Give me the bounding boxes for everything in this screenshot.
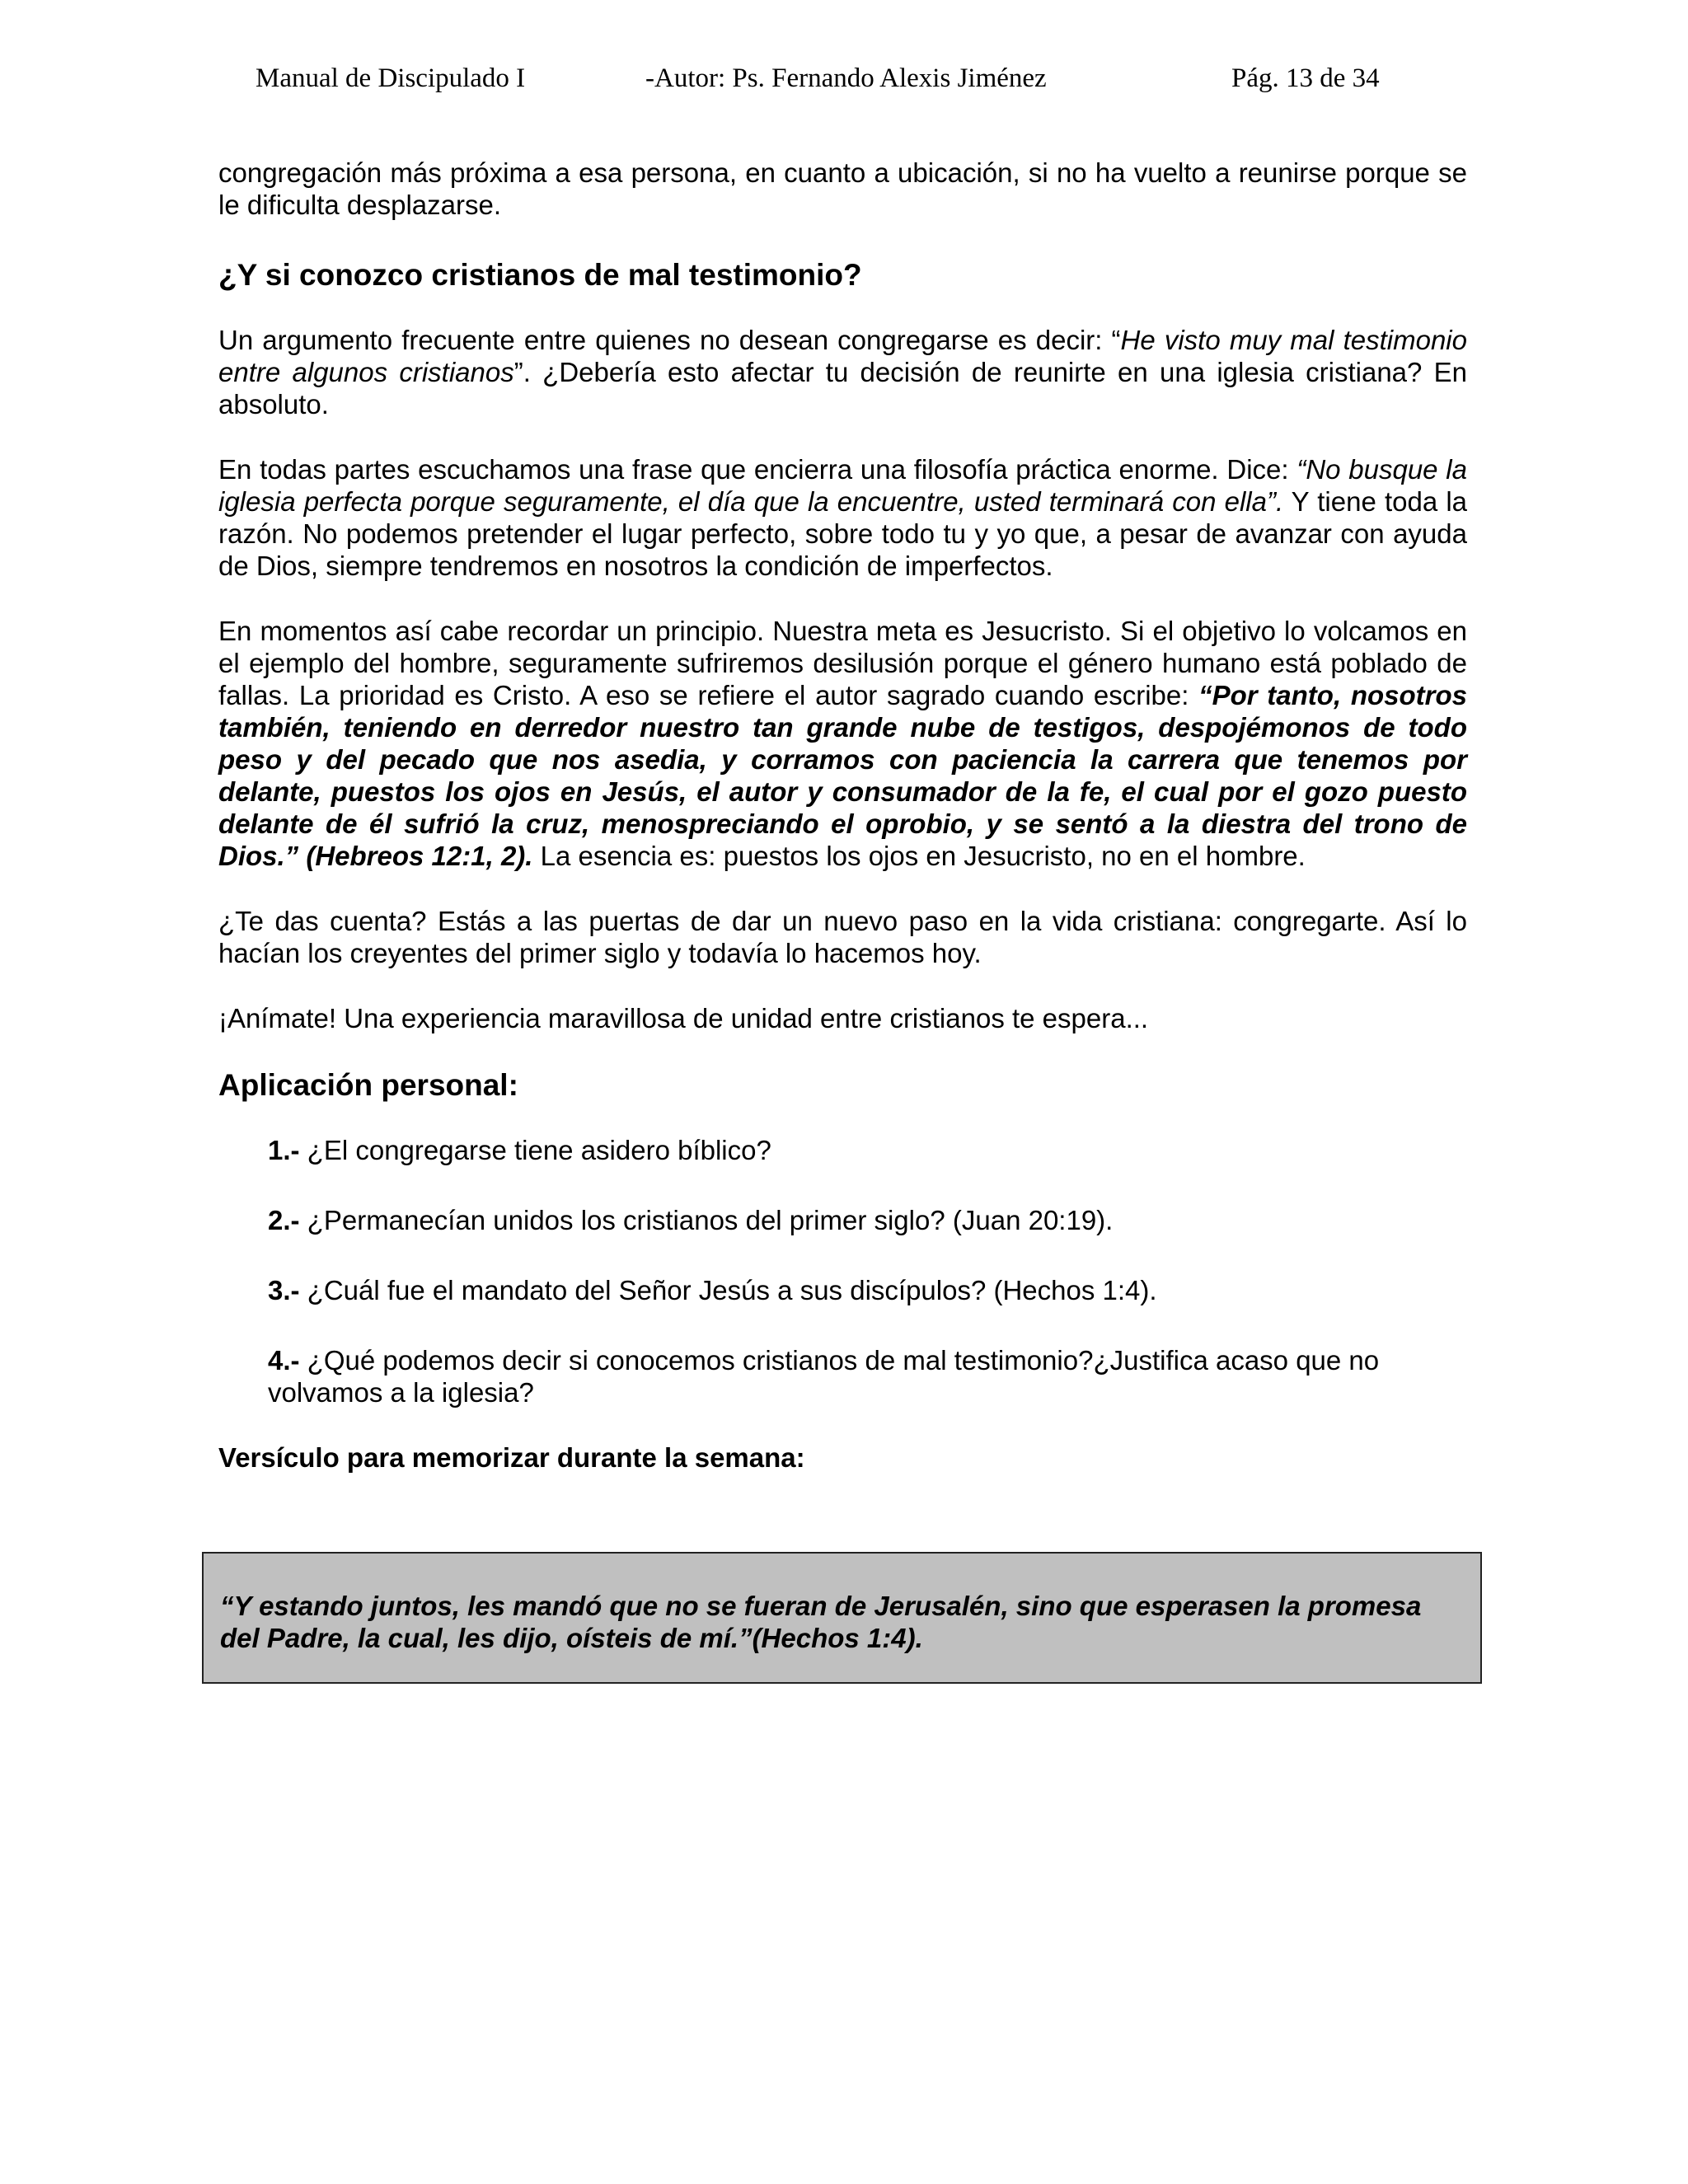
- question-text: ¿Cuál fue el mandato del Señor Jesús a sus discípulos? (Hechos 1:4).: [299, 1275, 1157, 1305]
- question-number: 2.-: [268, 1205, 300, 1235]
- paragraph-argument-end: ”. ¿Debería esto afectar tu decisión de reunirte en una iglesia cristiana? En absoluto.: [218, 357, 1468, 419]
- paragraph-argument: [218, 324, 1467, 420]
- question-item: [268, 1344, 1422, 1408]
- question-number: 4.-: [268, 1345, 300, 1376]
- paragraph-perfect-church-start: En todas partes escuchamos una frase que encierra una filosofía práctica enorme. Dice:: [218, 454, 1297, 485]
- question-text: ¿Permanecían unidos los cristianos del primer siglo? (Juan 20:19).: [299, 1205, 1114, 1235]
- paragraph-principle-end: La esencia es: puestos los ojos en Jesucristo, no en el hombre.: [532, 841, 1306, 871]
- paragraph-principle-scripture: “Por tanto, nosotros también, teniendo en derredor nuestro tan grande nube de testigos, despojémonos de todo peso y del pecado que nos asedia, y corramos con paciencia la carrera que tenemos por delante, puestos los ojos en Jesús, el autor y consumador de la fe, el cual por el gozo puesto delante de él sufrió la cruz, menospreciando el oprobio, y se sentó a la diestra del trono de Dios.” (Hebreos 12:1, 2).: [218, 680, 1467, 871]
- paragraph-encourage: ¡Anímate! Una experiencia maravillosa de unidad entre cristianos te espera...: [218, 1003, 1149, 1033]
- paragraph-principle: [218, 615, 1467, 872]
- section-heading-application: Aplicación personal:: [218, 1068, 518, 1102]
- paragraph-argument-start: Un argumento frecuente entre quienes no desean congregarse es decir: “: [218, 325, 1121, 355]
- question-text: ¿Qué podemos decir si conocemos cristianos de mal testimonio?¿Justifica acaso que no volvamos a la iglesia?: [268, 1345, 1380, 1408]
- paragraph-perfect-church: [218, 453, 1467, 582]
- question-number: 3.-: [268, 1275, 300, 1305]
- paragraph-realize: ¿Te das cuenta? Estás a las puertas de dar un nuevo paso en la vida cristiana: congregarte. Así lo hacían los creyentes del primer siglo y todavía lo hacemos hoy.: [218, 906, 1467, 968]
- paragraph-argument-quote: He visto muy mal testimonio entre algunos cristianos: [218, 325, 1467, 387]
- paragraph-principle-start: En momentos así cabe recordar un principio. Nuestra meta es Jesucristo. Si el objetivo lo volcamos en el ejemplo del hombre, seguramente sufriremos desilusión porque el género humano está poblado de fallas. La prioridad es Cristo. A eso se refiere el autor sagrado cuando escribe:: [218, 616, 1467, 710]
- section-heading-bad-testimony: ¿Y si conozco cristianos de mal testimonio?: [218, 258, 862, 292]
- question-item: [268, 1134, 1422, 1166]
- question-item: [268, 1204, 1422, 1236]
- memory-verse-text: “Y estando juntos, les mandó que no se fueran de Jerusalén, sino que esperasen la promesa del Padre, la cual, les dijo, oísteis de mí.”(Hechos 1:4).: [220, 1591, 1422, 1653]
- question-item: [268, 1274, 1422, 1306]
- header-page-number: Pág. 13 de 34: [1231, 63, 1380, 93]
- header-author: -Autor: Ps. Fernando Alexis Jiménez: [645, 63, 1047, 93]
- page-header: [0, 58, 1688, 99]
- memory-verse-box: [202, 1552, 1482, 1684]
- main-content: [218, 157, 1467, 1474]
- paragraph-perfect-church-end: Y tiene toda la razón. No podemos pretender el lugar perfecto, sobre todo tu y yo que, a pesar de avanzar con ayuda de Dios, siempre tendremos en nosotros la condición de imperfectos.: [218, 486, 1467, 581]
- header-manual-title: Manual de Discipulado I: [256, 63, 526, 93]
- question-list: [218, 1134, 1467, 1408]
- question-number: 1.-: [268, 1135, 300, 1165]
- paragraph-perfect-church-quote: “No busque la iglesia perfecta porque seguramente, el día que la encuentre, usted terminará con ella”.: [218, 454, 1467, 517]
- paragraph-continuation: congregación más próxima a esa persona, en cuanto a ubicación, si no ha vuelto a reunirse porque se le dificulta desplazarse.: [218, 157, 1467, 220]
- question-text: ¿El congregarse tiene asidero bíblico?: [299, 1135, 771, 1165]
- memorize-label: Versículo para memorizar durante la semana:: [218, 1442, 805, 1473]
